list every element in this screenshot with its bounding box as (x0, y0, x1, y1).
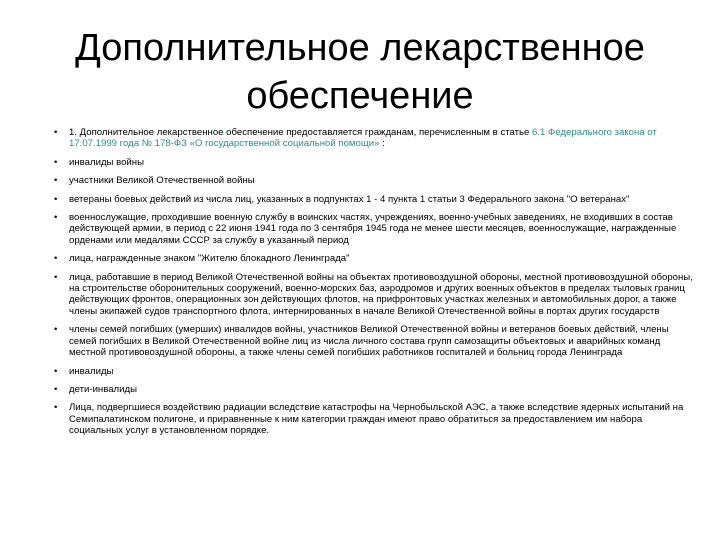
list-item-text: дети-инвалиды (69, 383, 137, 395)
list-item (54, 212, 694, 246)
list-item-text: инвалиды войны (69, 156, 144, 168)
bullet-marker: • (54, 271, 58, 283)
bullet-marker: • (54, 127, 58, 138)
bullet-marker: • (54, 253, 58, 265)
list-item (54, 194, 694, 205)
list-item-intro (54, 127, 694, 150)
bullet-marker: • (54, 175, 58, 187)
list-item (54, 324, 694, 358)
bullet-marker: • (54, 324, 58, 336)
list-item (54, 384, 694, 395)
list-item-text: члены семей погибших (умерших) инвалидов войны, участников Великой Отечественной войны и ветеранов боевых действий, члены семей погибших в Великой Отечественной войне лиц из числа личного состава групп самозащиты объектовых и аварийных команд местной противовоздушной обороны, а также члены семей погибших работников госпиталей и больниц города Ленинграда (69, 324, 669, 359)
list-item-text: военнослужащие, проходившие военную службу в воинских частях, учреждениях, военно-учебных заведениях, не входивших в состав действующей армии, в период с 22 июня 1941 года по 3 сентября 1945 года не менее шести месяцев, военнослужащие, награжденные орденами или медалями СССР за службу в указанный период (69, 212, 677, 246)
bullet-list (54, 127, 694, 444)
list-item (54, 272, 694, 318)
slide-title: Дополнительное лекарственное обеспечение (75, 27, 645, 117)
list-item-text: инвалиды (69, 365, 114, 377)
bullet-marker: • (54, 193, 58, 205)
list-item (54, 366, 694, 377)
bullet-marker: • (54, 156, 58, 168)
bullet-marker: • (54, 383, 58, 395)
list-item-text: участники Великой Отечественной войны (69, 175, 255, 187)
list-item-text: Лица, подвергшиеся воздействию радиации вследствие катастрофы на Чернобыльской АЭС, а также вследствие ядерных испытаний на Семипалатинском полигоне, и приравненные к ним категории граждан имеют право обратиться за предоставлением им набора социальных услуг в установленном порядке. (69, 402, 684, 437)
list-item-text: лица, работавшие в период Великой Отечественной войны на объектах противовоздушной обороны, местной противовоздушной обороны, на строительстве оборонительных сооружений, военно-морских баз, аэродромов и других военных объектов в пределах тыловых границ действующих фронтов, операционных зон действующих флотов, на прифронтовых участках железных и автомобильных дорог, а также члены экипажей судов транспортного флота, интернированных в начале Великой Отечественной войны в портах других государств (69, 271, 693, 317)
bullet-marker: • (54, 212, 58, 224)
law-link[interactable]: 6.1 Федерального закона от 17.07.1999 года № 178-ФЗ «О государственной социальной помощи» (69, 127, 657, 150)
list-item-text: ветераны боевых действий из числа лиц, указанных в подпунктах 1 - 4 пункта 1 статьи 3 Федерального закона "О ветеранах" (69, 193, 630, 205)
list-item (54, 402, 694, 436)
intro-text: 1. Дополнительное лекарственное обеспечение предоставляется гражданам, перечисленным в статье (69, 127, 533, 138)
bullet-marker: • (54, 365, 58, 377)
list-item (54, 175, 694, 186)
list-item (54, 253, 694, 264)
list-item (54, 157, 694, 168)
bullet-marker: • (54, 402, 58, 414)
intro-text-end: : (379, 138, 385, 150)
list-item-text: лица, награжденные знаком "Жителю блокадного Ленинграда" (69, 253, 350, 265)
